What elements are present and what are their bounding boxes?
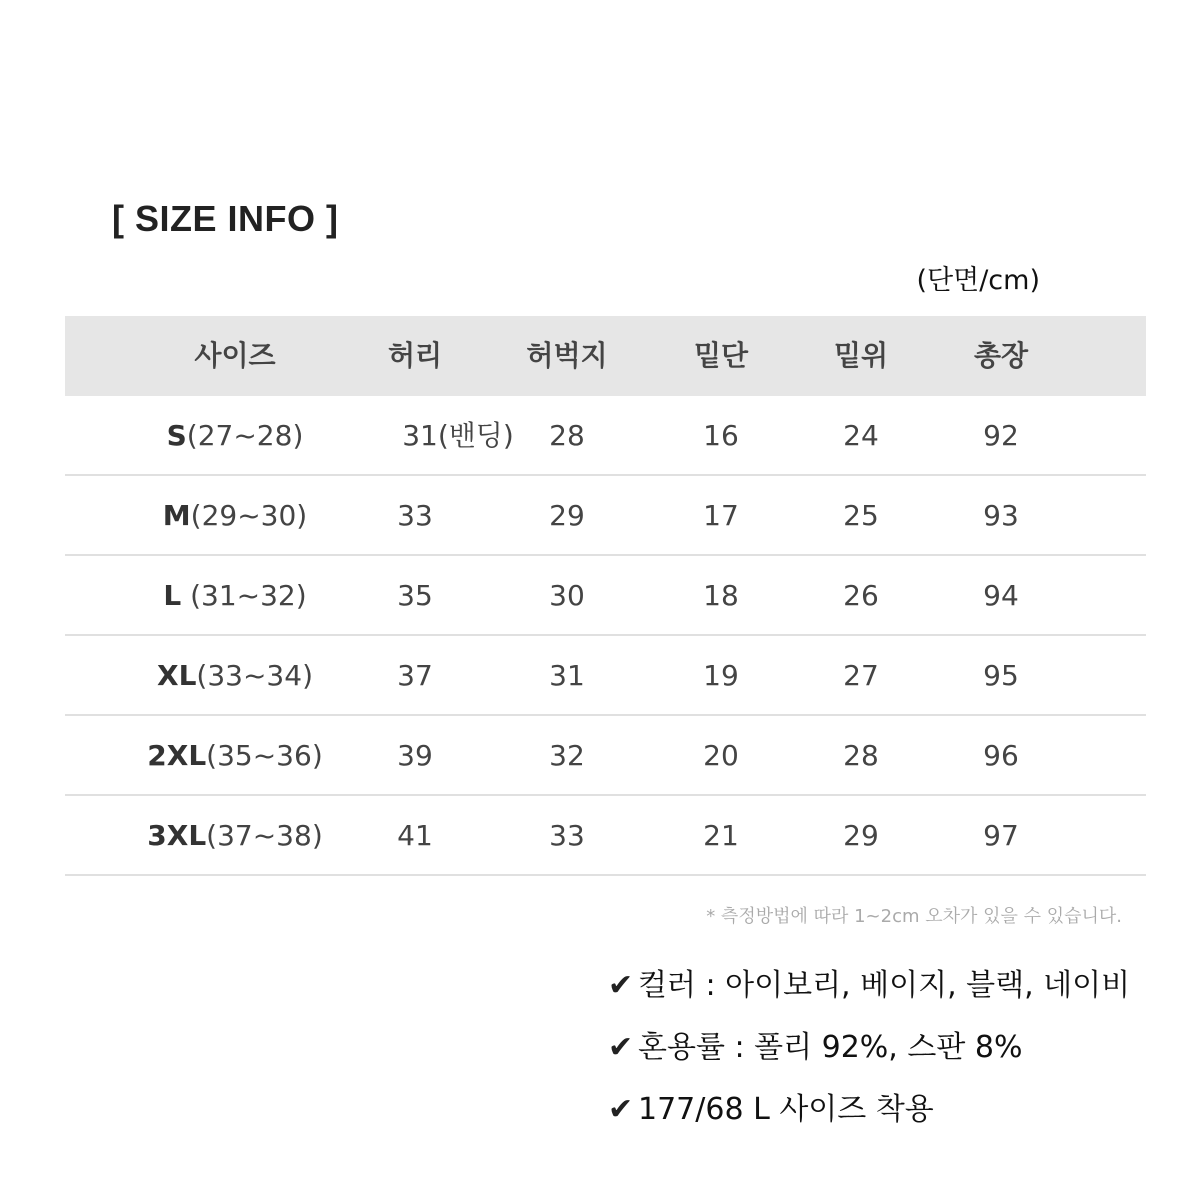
info-text: 177/68 L 사이즈 착용 (638, 1092, 934, 1127)
size-code: XL (156, 659, 197, 692)
size-range: (27~28) (186, 419, 304, 452)
header-hem: 밑단 (693, 339, 749, 372)
thigh-cell: 28 (549, 419, 585, 452)
size-cell (125, 796, 345, 876)
rise-cell: 25 (843, 499, 879, 532)
thigh-cell: 30 (549, 579, 585, 612)
size-cell (125, 636, 345, 716)
thigh-cell: 31 (549, 659, 585, 692)
info-line-material (608, 1022, 1022, 1066)
hem-cell: 16 (703, 419, 739, 452)
rise-cell: 26 (843, 579, 879, 612)
header-thigh: 허벅지 (526, 339, 608, 372)
size-range: (35~36) (206, 739, 323, 772)
rise-cell: 24 (843, 419, 879, 452)
size-cell (125, 476, 345, 556)
header-waist: 허리 (387, 339, 443, 372)
hem-cell: 20 (703, 739, 739, 772)
table-row (65, 476, 1146, 556)
waist-cell: 35 (397, 579, 433, 612)
thigh-cell: 32 (549, 739, 585, 772)
header-length: 총장 (973, 339, 1029, 372)
size-code: L (163, 579, 182, 612)
check-icon: ✔ (608, 1092, 634, 1127)
check-icon: ✔ (608, 968, 634, 1003)
page-title: [ SIZE INFO ] (112, 198, 339, 239)
length-cell: 96 (983, 739, 1019, 772)
thigh-cell: 29 (549, 499, 585, 532)
header-size: 사이즈 (194, 339, 276, 372)
size-range: (37~38) (206, 819, 323, 852)
waist-cell: 31(밴딩) (402, 419, 514, 452)
waist-cell: 33 (397, 499, 433, 532)
table-row (65, 796, 1146, 876)
rise-cell: 29 (843, 819, 879, 852)
length-cell: 93 (983, 499, 1019, 532)
info-text: 혼용률 : 폴리 92%, 스판 8% (638, 1030, 1023, 1065)
table-row (65, 396, 1146, 476)
size-range: (31~32) (181, 579, 307, 612)
table-row (65, 556, 1146, 636)
size-range: (29~30) (190, 499, 308, 532)
hem-cell: 18 (703, 579, 739, 612)
waist-cell: 37 (397, 659, 433, 692)
measurement-note: * 측정방법에 따라 1~2cm 오차가 있을 수 있습니다. (706, 906, 1122, 927)
size-code: M (162, 499, 191, 532)
size-cell (125, 556, 345, 636)
info-line-model (608, 1084, 934, 1128)
table-header (65, 316, 1146, 396)
rise-cell: 27 (843, 659, 879, 692)
unit-label: (단면/cm) (916, 265, 1040, 296)
table-row (65, 636, 1146, 716)
waist-cell: 41 (397, 819, 433, 852)
size-table (65, 316, 1146, 876)
table-row (65, 716, 1146, 796)
info-line-color (608, 960, 1130, 1004)
length-cell: 92 (983, 419, 1019, 452)
rise-cell: 28 (843, 739, 879, 772)
size-cell (125, 396, 345, 476)
info-text: 컬러 : 아이보리, 베이지, 블랙, 네이비 (638, 968, 1131, 1003)
hem-cell: 21 (703, 819, 739, 852)
size-code: 3XL (147, 819, 207, 852)
size-code: S (166, 419, 187, 452)
header-rise: 밑위 (833, 339, 889, 372)
hem-cell: 17 (703, 499, 739, 532)
size-cell (125, 716, 345, 796)
length-cell: 97 (983, 819, 1019, 852)
waist-cell: 39 (397, 739, 433, 772)
size-code: 2XL (147, 739, 207, 772)
length-cell: 94 (983, 579, 1019, 612)
thigh-cell: 33 (549, 819, 585, 852)
length-cell: 95 (983, 659, 1019, 692)
check-icon: ✔ (608, 1030, 634, 1065)
size-range: (33~34) (196, 659, 313, 692)
hem-cell: 19 (703, 659, 739, 692)
